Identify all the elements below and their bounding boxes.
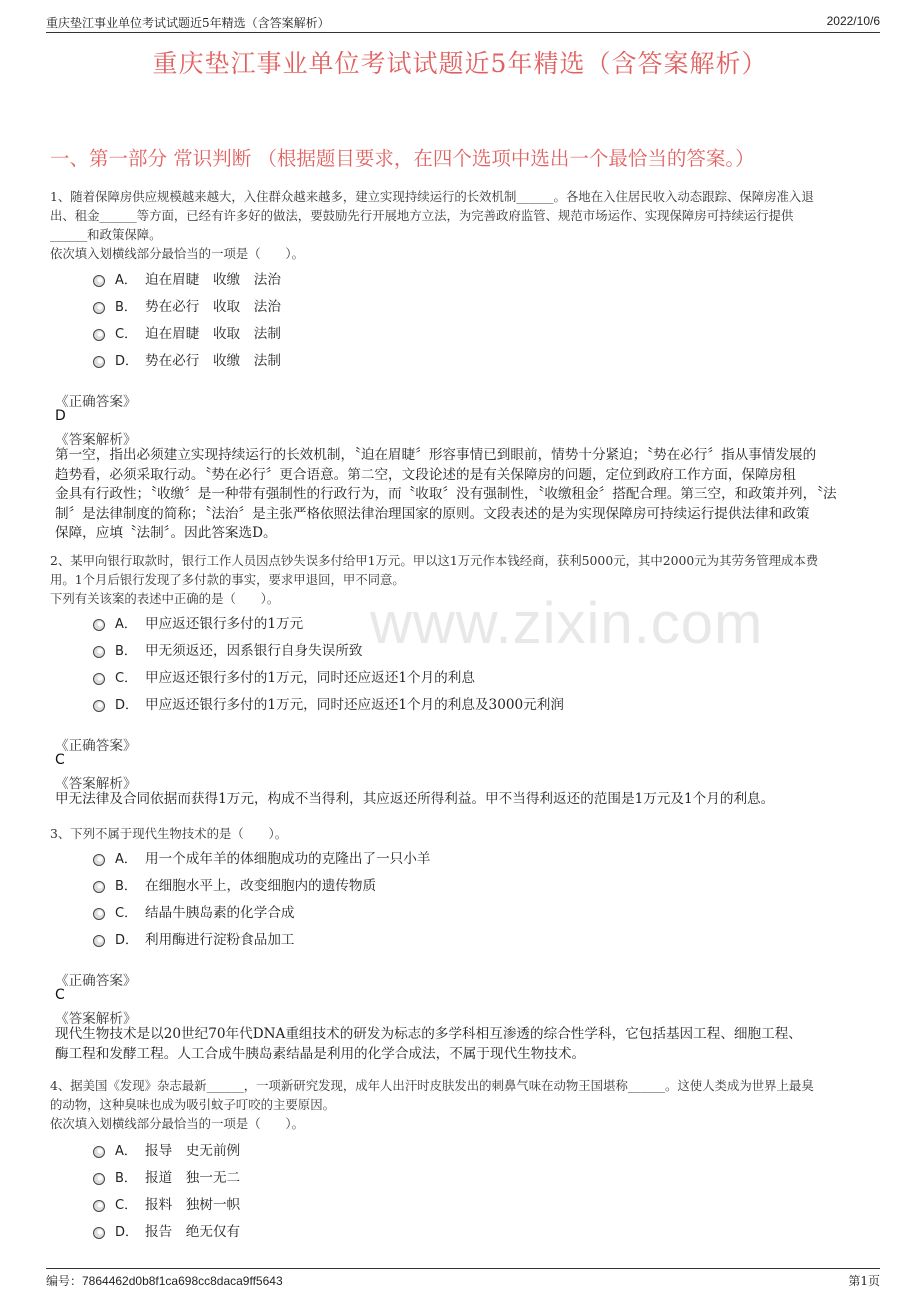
option-label: B． [115,643,137,659]
question-1-option-b[interactable] [93,295,281,315]
stem-line: 4、据美国《发现》杂志最新______，一项新研究发现，成年人出汗时皮肤发出的刺鼻气味在动物王国堪称______。这使人类成为世界上最臭 [50,1078,814,1093]
stem-line: 用。1个月后银行发现了多付款的事实，要求甲退回，甲不同意。 [50,572,405,587]
option-label: B． [115,1170,137,1186]
explanation-line: 金具有行政性；〝收缴〞是一种带有强制性的行政行为，而〝收取〞没有强制性，〝收缴租金〞搭配合理。第三空，和政策并列，〝法 [55,486,837,502]
radio-icon[interactable] [93,673,105,685]
option-text: 甲应返还银行多付的1万元，同时还应返还1个月的利息及3000元利润 [145,697,564,713]
option-label: A． [115,616,137,632]
header-date: 2022/10/6 [826,14,880,28]
question-2-option-c[interactable] [93,666,475,686]
radio-icon[interactable] [93,1227,105,1239]
option-text: 报道 独一无二 [145,1170,241,1186]
stem-line: ______和政策保障。 [50,227,162,242]
radio-icon[interactable] [93,356,105,368]
radio-icon[interactable] [93,646,105,658]
radio-icon[interactable] [93,881,105,893]
radio-icon[interactable] [93,700,105,712]
page-header [46,12,880,33]
question-4-option-b[interactable] [93,1166,240,1186]
watermark: www.zixin.com [370,591,764,656]
option-label: A． [115,1143,137,1159]
radio-icon[interactable] [93,329,105,341]
option-text: 甲应返还银行多付的1万元，同时还应返还1个月的利息 [145,670,475,686]
option-text: 结晶牛胰岛素的化学合成 [145,905,295,921]
radio-icon[interactable] [93,908,105,920]
question-3-answer: C [55,987,65,1003]
option-label: D． [115,1224,139,1240]
question-2-explanation [55,790,870,810]
radio-icon[interactable] [93,1200,105,1212]
question-2-stem [50,551,880,608]
answer-label: 《正确答案》 [55,973,137,989]
option-text: 报导 史无前例 [145,1143,241,1159]
page-number: 第1页 [848,1274,880,1288]
option-text: 迫在眉睫 收取 法制 [145,326,281,342]
option-label: B． [115,878,137,894]
question-1-explanation [55,446,870,544]
radio-icon[interactable] [93,935,105,947]
page-footer [46,1268,880,1287]
question-1-option-c[interactable] [93,322,281,342]
option-label: C． [115,326,138,342]
explanation-line: 现代生物技术是以20世纪70年代DNA重组技术的研发为标志的多学科相互渗透的综合性学科，它包括基因工程、细胞工程、 [55,1026,802,1042]
stem-line: 下列有关该案的表述中正确的是（ ）。 [50,591,280,606]
option-text: 利用酶进行淀粉食品加工 [145,932,295,948]
radio-icon[interactable] [93,302,105,314]
radio-icon[interactable] [93,1173,105,1185]
option-label: A． [115,272,137,288]
question-4-option-a[interactable] [93,1139,240,1159]
question-1-option-a[interactable] [93,268,281,288]
option-label: C． [115,905,138,921]
option-label: D． [115,353,139,369]
stem-line: 3、下列不属于现代生物技术的是（ ）。 [50,826,288,841]
section-heading: 一、第一部分 常识判断 （根据题目要求，在四个选项中选出一个最恰当的答案。） [50,147,755,170]
stem-line: 1、随着保障房供应规模越来越大，入住群众越来越多，建立实现持续运行的长效机制______。各地在入住居民收入动态跟踪、保障房准入退 [50,189,814,204]
explanation-line: 第一空，指出必须建立实现持续运行的长效机制，〝迫在眉睫〞形容事情已到眼前，情势十分紧迫；〝势在必行〞指从事情发展的 [55,447,817,463]
question-2-option-d[interactable] [93,693,564,713]
question-2-option-a[interactable] [93,612,303,632]
stem-line: 依次填入划横线部分最恰当的一项是（ ）。 [50,1116,305,1131]
explanation-label: 《答案解析》 [55,1011,137,1027]
question-1-answer: D [55,408,66,424]
header-doc-title: 重庆垫江事业单位考试试题近5年精选（含答案解析） [46,16,330,30]
explanation-line: 制〞是法律制度的简称；〝法治〞是主张严格依照法律治理国家的原则。文段表述的是为实现保障房可持续运行提供法律和政策 [55,505,810,522]
option-label: C． [115,1197,138,1213]
radio-icon[interactable] [93,1146,105,1158]
option-label: B． [115,299,137,315]
question-3-option-b[interactable] [93,874,376,894]
question-4-option-d[interactable] [93,1220,240,1240]
option-label: D． [115,932,139,948]
explanation-label: 《答案解析》 [55,776,137,792]
question-3-stem [50,824,880,843]
option-label: A． [115,851,137,867]
stem-line: 出、租金______等方面，已经有许多好的做法，要鼓励先行开展地方立法，为完善政府监管、规范市场运作、实现保障房可持续运行提供 [50,208,794,223]
stem-line: 2、某甲向银行取款时，银行工作人员因点钞失误多付给甲1万元。甲以这1万元作本钱经商，获利5000元，其中2000元为其劳务管理成本费 [50,553,819,568]
option-text: 报料 独树一帜 [145,1197,241,1213]
option-label: C． [115,670,138,686]
explanation-line: 趋势看，必须采取行动。〝势在必行〞更合语意。第二空，文段论述的是有关保障房的问题，定位到政府工作方面，保障房租 [55,466,796,483]
option-text: 甲无须返还，因系银行自身失误所致 [145,643,363,659]
question-2-option-b[interactable] [93,639,363,659]
document-title: 重庆垫江事业单位考试试题近5年精选（含答案解析） [152,49,768,78]
option-text: 势在必行 收取 法治 [145,299,281,315]
explanation-line: 酶工程和发酵工程。人工合成牛胰岛素结晶是利用的化学合成法，不属于现代生物技术。 [55,1045,586,1062]
option-text: 报告 绝无仅有 [145,1224,241,1240]
stem-line: 的动物，这种臭味也成为吸引蚊子叮咬的主要原因。 [50,1097,335,1112]
question-3-option-c[interactable] [93,901,295,921]
radio-icon[interactable] [93,275,105,287]
answer-label: 《正确答案》 [55,394,137,410]
radio-icon[interactable] [93,854,105,866]
question-1-stem [50,187,880,263]
answer-label: 《正确答案》 [55,738,137,754]
radio-icon[interactable] [93,619,105,631]
question-1-option-d[interactable] [93,349,281,369]
option-label: D． [115,697,139,713]
question-3-explanation [55,1025,870,1064]
option-text: 在细胞水平上，改变细胞内的遗传物质 [145,878,377,894]
explanation-line: 保障，应填〝法制〞。因此答案选D。 [55,525,277,541]
stem-line: 依次填入划横线部分最恰当的一项是（ ）。 [50,246,305,261]
question-4-option-c[interactable] [93,1193,240,1213]
option-text: 用一个成年羊的体细胞成功的克隆出了一只小羊 [145,851,431,867]
question-2-answer: C [55,752,65,768]
document-number: 编号：7864462d0b8f1ca698cc8daca9ff5643 [46,1274,283,1288]
explanation-label: 《答案解析》 [55,432,137,448]
option-text: 迫在眉睫 收缴 法治 [145,272,281,288]
question-3-option-d[interactable] [93,928,295,948]
explanation-line: 甲无法律及合同依据而获得1万元，构成不当得利，其应返还所得利益。甲不当得利返还的范围是1万元及1个月的利息。 [55,791,775,807]
option-text: 势在必行 收缴 法制 [145,353,281,369]
option-text: 甲应返还银行多付的1万元 [145,616,304,632]
question-4-stem [50,1076,880,1133]
question-3-option-a[interactable] [93,847,430,867]
